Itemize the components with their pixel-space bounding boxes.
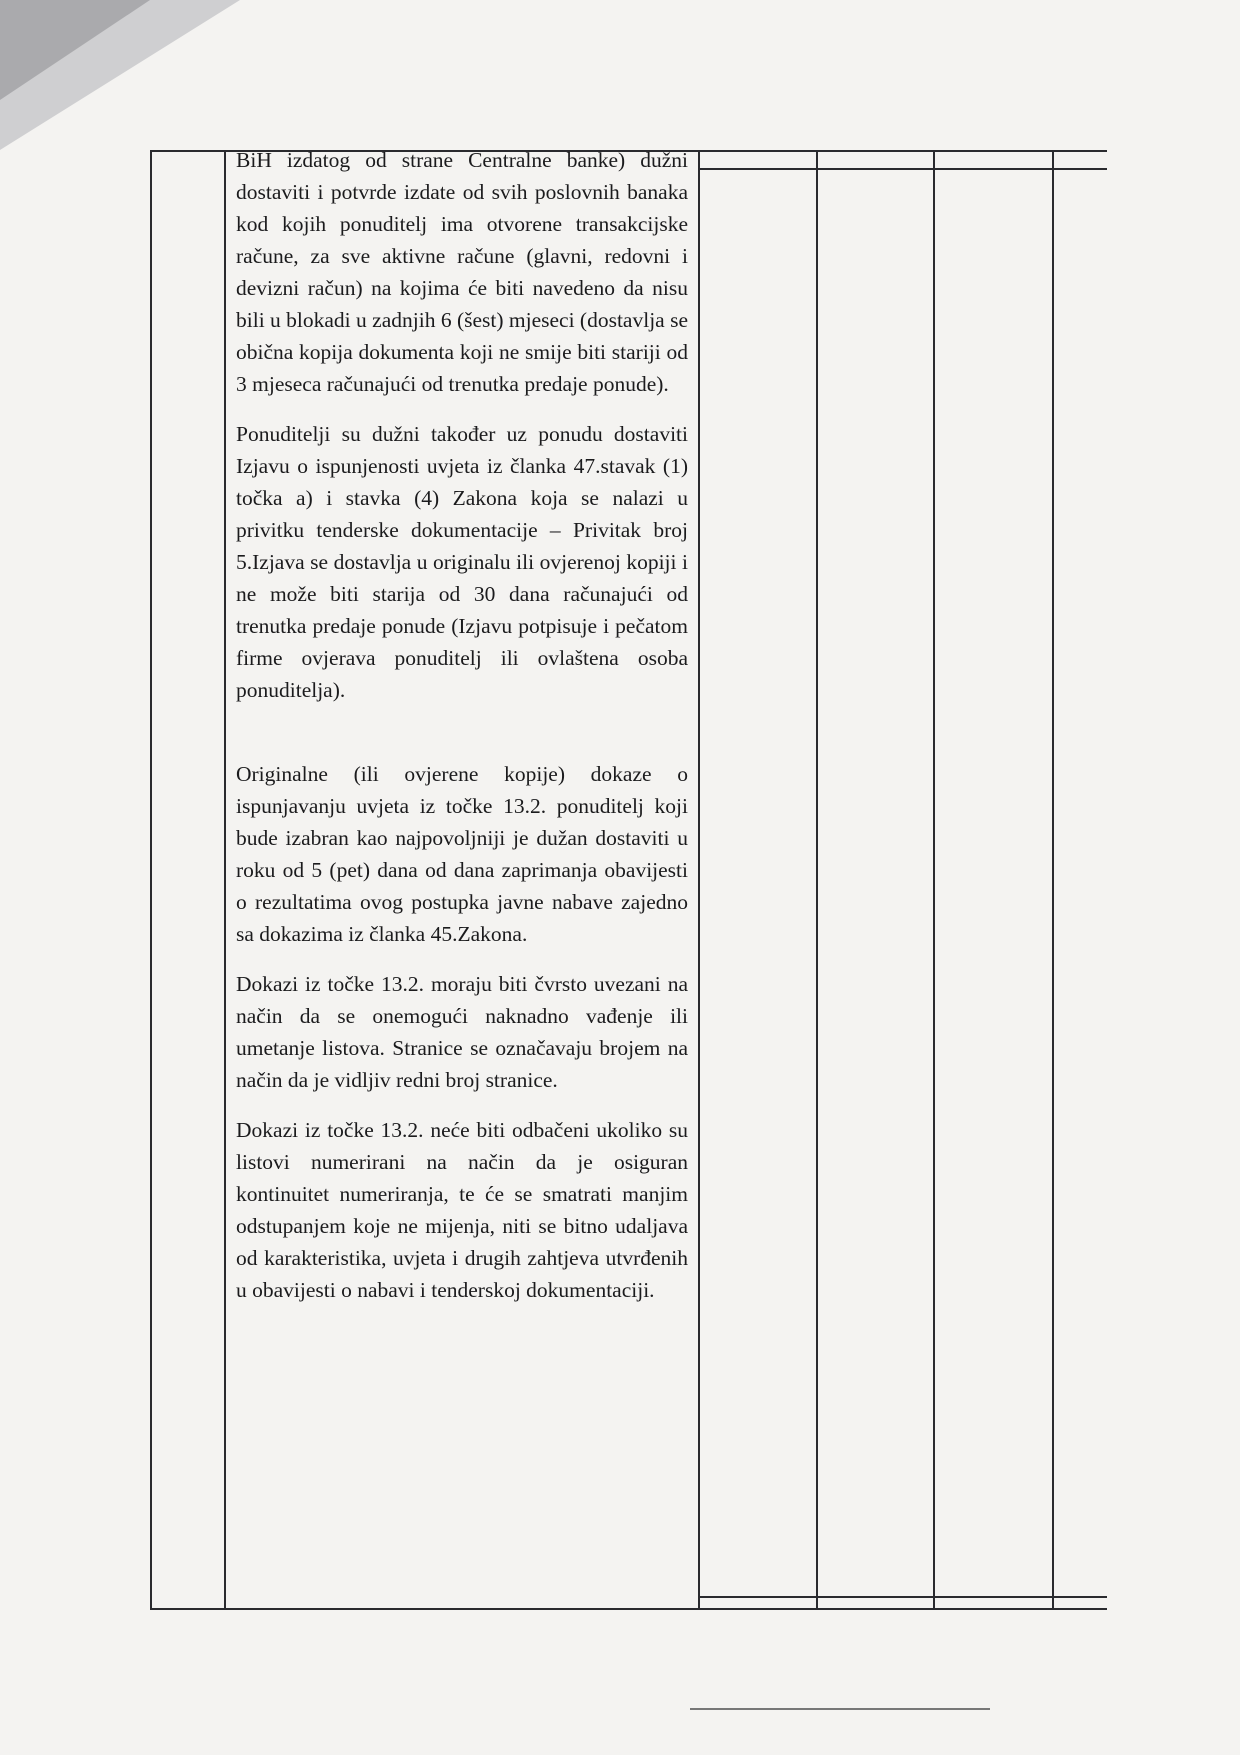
table-column-divider (816, 152, 818, 1608)
scan-page-corner-fold (0, 0, 150, 100)
paragraph-bank-certificates: BiH izdatog od strane Centralne banke) dužni dostaviti i potvrde izdate od svih poslovnih banaka kod kojih ponuditelj ima otvorene transakcijske račune, za sve aktivne račune (glavni, redovni i devizni račun) na kojima će biti navedeno da nisu bili u blokadi u zadnjih 6 (šest) mjeseci (dostavlja se obična kopija dokumenta koji ne smije biti stariji od 3 mjeseca računajući od trenutka predaje ponude). (236, 148, 688, 396)
table-column-divider (698, 152, 700, 1608)
requirements-text-cell (236, 144, 688, 1324)
table-column-divider (1052, 152, 1054, 1608)
paragraph-numbering-evidence: Dokazi iz točke 13.2. neće biti odbačeni ukoliko su listovi numerirani na način da je osiguran kontinuitet numeriranja, te će se smatrati manjim odstupanjem koje ne mijenja, niti se bitno udaljava od karakteristika, uvjeta i drugih zahtjeva utvrđenih u obavijesti o nabavi i tenderskoj dokumentaciji. (236, 1118, 688, 1302)
table-row-divider (698, 1596, 1107, 1598)
paragraph-original-evidence: Originalne (ili ovjerene kopije) dokaze o ispunjavanju uvjeta iz točke 13.2. ponuditelj koji bude izabran kao najpovoljniji je dužan dostaviti u roku od 5 (pet) dana od dana zaprimanja obavijesti o rezultatima ovog postupka javne nabave zajedno sa dokazima iz članka 45.Zakona. (236, 762, 688, 946)
table-row-divider (698, 168, 1107, 170)
table-column-divider (933, 152, 935, 1608)
table-column-divider (224, 152, 226, 1608)
footer-rule (690, 1708, 990, 1710)
document-table (150, 150, 1107, 1610)
paragraph-statement-conditions: Ponuditelji su dužni također uz ponudu dostaviti Izjavu o ispunjenosti uvjeta iz članka 47.stavak (1) točka a) i stavka (4) Zakona koja se nalazi u privitku tenderske dokumentacije – Privitak broj 5.Izjava se dostavlja u originalu ili ovjerenoj kopiji i ne može biti starija od 30 dana računajući od trenutka predaje ponude (Izjavu potpisuje i pečatom firme ovjerava ponuditelj ili ovlaštena osoba ponuditelja). (236, 422, 688, 702)
paragraph-binding-evidence: Dokazi iz točke 13.2. moraju biti čvrsto uvezani na način da se onemogući naknadno vađenje ili umetanje listova. Stranice se označavaju brojem na način da je vidljiv redni broj stranice. (236, 972, 688, 1092)
